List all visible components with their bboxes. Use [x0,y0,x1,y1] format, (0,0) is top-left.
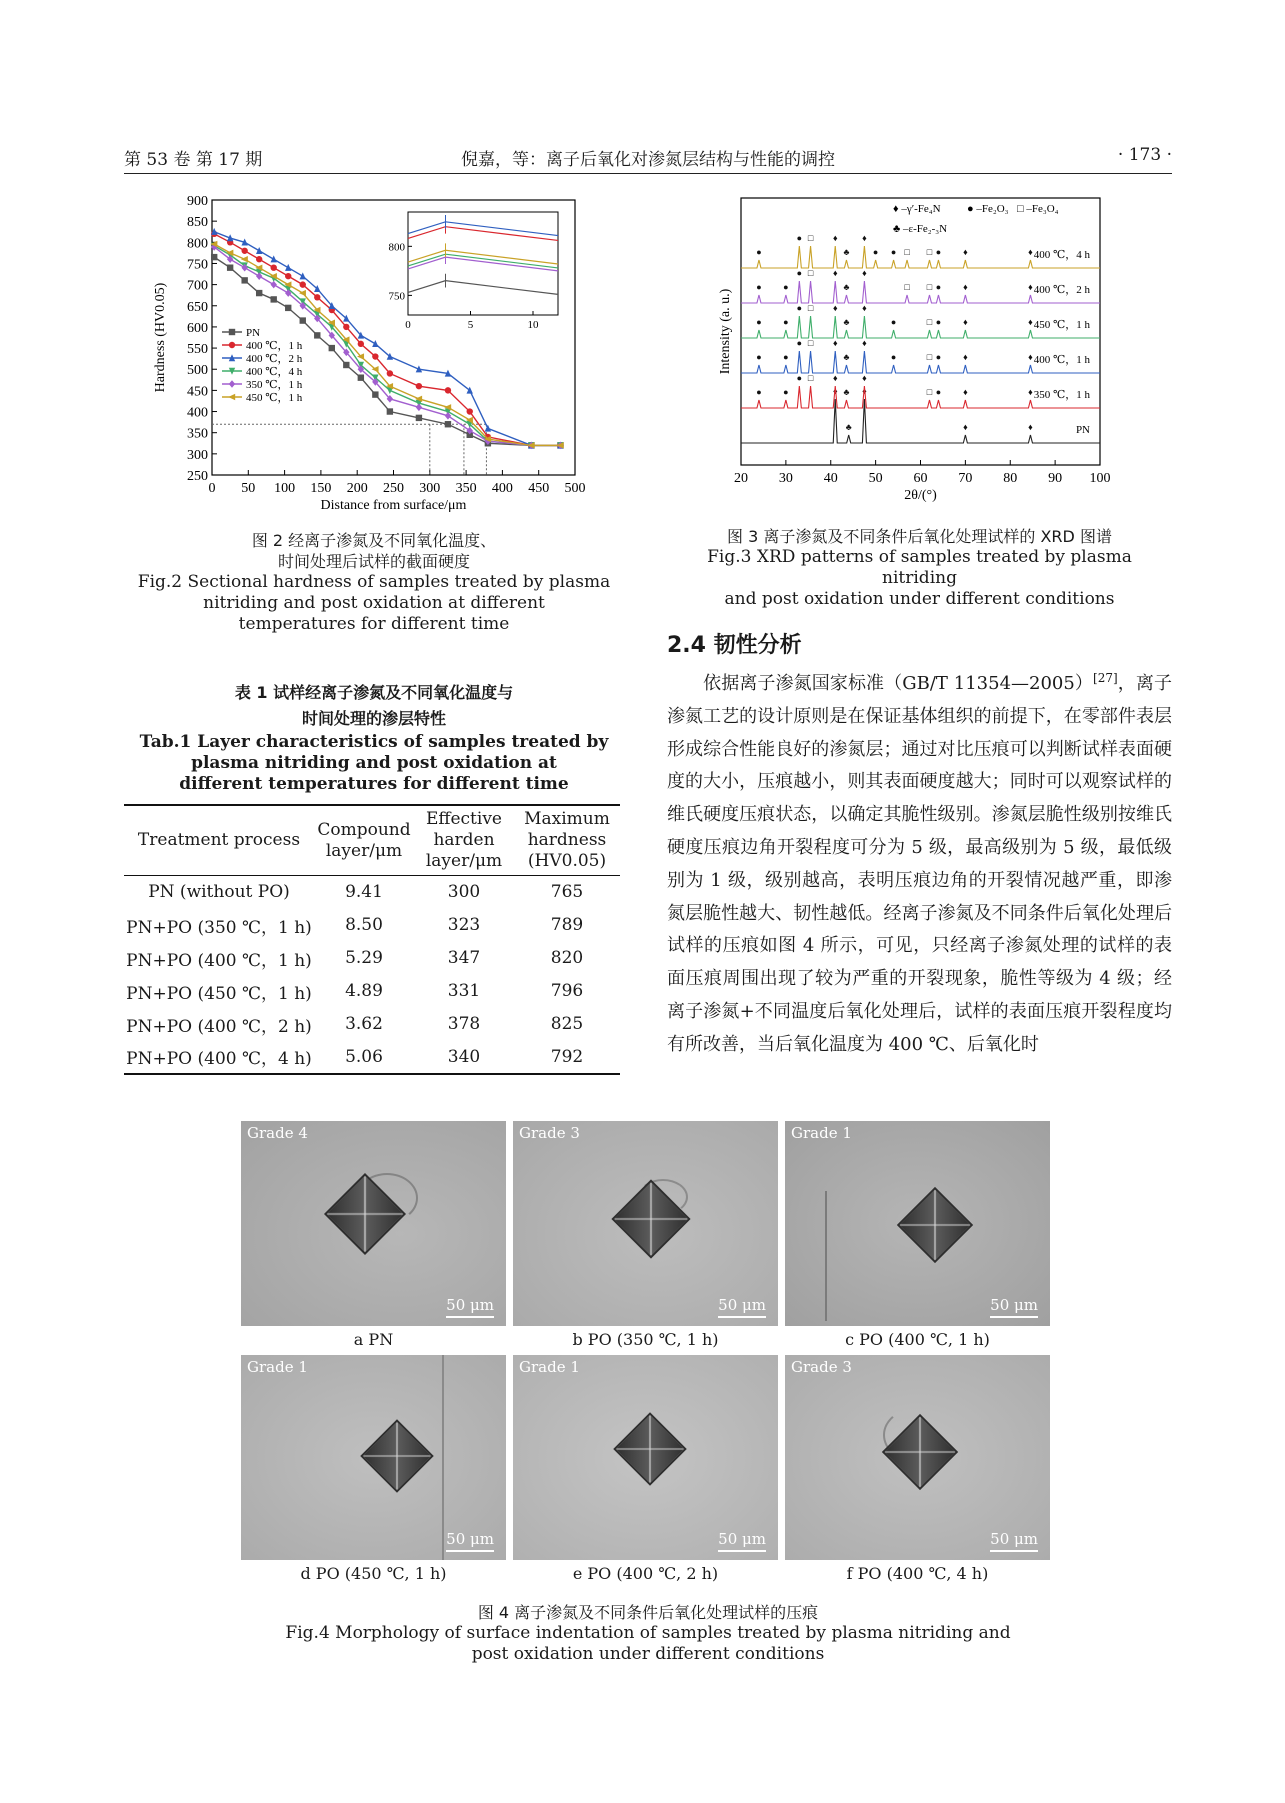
data-point [372,353,378,359]
table-row [124,1008,620,1041]
peak-marker: ♦ [963,387,968,397]
peak-marker: ● [796,303,803,313]
y-axis-label: Intensity (a. u.) [718,288,733,375]
y-tick-label: 300 [187,447,208,463]
xrd-trace-group [741,373,1100,408]
data-point [467,408,473,414]
peak-marker: ♣ [843,317,850,327]
grade-label: Grade 1 [247,1358,308,1376]
x-tick-label: 100 [1089,471,1111,486]
y-tick-label: 500 [187,363,208,379]
xrd-trace-group [741,233,1100,268]
table-row [124,909,620,942]
scale-bar: 50 μm [446,1530,494,1552]
data-point [300,272,306,279]
data-point [300,281,306,287]
data-point [314,332,320,338]
trace-label: 400 ℃，2 h [1033,284,1090,296]
layer-characteristics-table [124,804,620,1075]
peak-marker: ♦ [832,373,838,383]
peak-marker: ♦ [862,373,867,383]
col-header-effective: Effective harden layer/μm [414,805,514,876]
inset-frame [408,212,558,315]
peak-marker: □ [807,373,814,383]
peak-marker: □ [904,247,910,257]
cell-effective: 378 [447,1014,481,1034]
peak-marker: ♦ [963,352,968,362]
running-header [124,141,1172,177]
panel-label-c: c PO (400 ℃, 1 h) [845,1330,990,1349]
y-tick-label: 550 [187,342,208,358]
data-point [241,248,247,254]
peak-marker: ♦ [862,338,867,348]
peak-marker: ● [890,247,897,257]
data-point [256,256,262,262]
journal-volume: 第 53 卷 第 17 期 [124,150,263,170]
peak-marker: ● [796,373,803,383]
x-tick-label: 30 [778,471,793,486]
x-tick-label: 50 [241,481,256,496]
panel-label-d: d PO (450 ℃, 1 h) [300,1564,447,1583]
peak-marker: ♦ [1028,352,1033,362]
fig2-caption-cn-2: 时间处理后试样的截面硬度 [277,552,470,571]
x-tick-label: 20 [734,471,748,486]
xrd-trace [741,399,1100,443]
fig4-caption-cn: 图 4 离子渗氮及不同条件后氧化处理试样的压痕 [477,1603,819,1622]
y-tick-label: 850 [187,215,208,231]
panel-label-f: f PO (400 ℃, 4 h) [846,1564,989,1583]
data-point [241,264,247,272]
xrd-trace-group [741,338,1100,373]
peak-marker: ♦ [1028,282,1033,292]
cell-hardness: 820 [550,948,584,968]
y-tick-label: 400 [187,405,208,421]
x-tick-label: 80 [1003,471,1018,486]
x-axis-label: Distance from surface/μm [320,498,467,513]
fig2-caption-en-1: Fig.2 Sectional hardness of samples treated by plasma [137,572,611,592]
trace-label: PN [1075,424,1090,436]
legend-marker [229,329,235,335]
cell-compound: 9.41 [345,882,383,903]
xrd-trace-group [741,303,1100,338]
data-point [241,277,247,283]
legend-label: 400 ℃，1 h [246,340,303,352]
peak-marker: ● [935,247,942,257]
cell-compound: 4.89 [345,981,383,1001]
fig2-caption [124,530,624,635]
table1-title-en-2: plasma nitriding and post oxidation at [191,753,557,773]
data-point [416,415,422,421]
x-tick-label: 350 [455,481,477,496]
y-tick-label: 350 [187,426,208,442]
cell-treatment: PN+PO (400 ℃，2 h) [126,1016,312,1037]
x-tick-label: 300 [419,481,441,496]
scale-bar: 50 μm [446,1296,494,1318]
peak-marker: ♦ [832,268,838,278]
legend-marker [229,342,235,348]
peak-marker: ♦ [832,338,838,348]
data-point [285,305,291,311]
data-point [387,370,393,376]
peak-marker: ● [872,247,879,257]
data-point [445,421,451,427]
cell-treatment: PN+PO (400 ℃，4 h) [124,1041,314,1074]
data-point [343,362,349,368]
data-point [467,387,473,394]
peak-marker: ♦ [963,317,968,327]
peak-marker: ● [796,338,803,348]
data-point [211,254,217,260]
panel-label-e: e PO (400 ℃, 2 h) [572,1564,719,1583]
peak-marker: ♦ [963,422,968,432]
peak-marker: ♦ [1028,387,1033,397]
peak-marker: ● [935,387,942,397]
fig4-caption-en-1: Fig.4 Morphology of surface indentation of samples treated by plasma nitriding and [285,1623,1011,1643]
data-point [285,264,291,271]
body-text-b: ，离子渗氮工艺的设计原则是在保证基体组织的前提下，在零部件表层形成综合性能良好的渗氮层；通过对比压痕可以判断试样表面硬度的大小，压痕越小，则其表面硬度越大；同时可以观察试样的维氏硬度压痕状态，以确定其脆性级别。渗氮层脆性级别按维氏硬度压痕边角开裂程度可分为 5 级，最高级别为 5 级，最低级别为 1 级，级别越高，表明压痕边角的开裂情况越严重，即渗氮层脆性越大、韧性越低。经离子渗氮及不同条件后氧化处理后试样的压痕如图 4 所示，可见，只经离子渗氮处理的试样的表面压痕周围出现了较为严重的开裂现象，脆性等级为 4 级；经离子渗氮+不同温度后氧化处理后，试样的表面压痕开裂程度均有所改善，当后氧化温度为 400 ℃、后氧化时 [667,673,1173,1055]
data-point [416,404,422,412]
cell-treatment: PN+PO (450 ℃，1 h) [126,983,312,1004]
cell-hardness: 796 [550,981,584,1001]
scratch-line [442,1355,444,1560]
indent-photo-b [513,1121,778,1326]
x-tick-label: 50 [868,471,883,486]
data-point [372,340,378,347]
fig3-caption-cn: 图 3 离子渗氮及不同条件后氧化处理试样的 XRD 图谱 [727,527,1112,546]
legend-marker [228,394,235,400]
y-tick-label: 700 [187,278,208,294]
peak-marker: ● [756,352,762,362]
inset-x-tick-label: 5 [467,319,474,331]
cell-effective: 340 [414,1041,514,1074]
grade-label: Grade 3 [519,1124,580,1142]
cell-compound: 5.29 [345,948,383,968]
xrd-chart [705,192,1125,524]
peak-marker: ♦ [832,386,838,396]
data-point [358,341,364,347]
data-point [256,247,262,254]
x-tick-label: 250 [383,481,404,496]
peak-marker: ● [935,282,942,292]
cell-treatment: PN (without PO) [148,882,290,903]
data-point [300,317,306,323]
inset-x-tick-label: 0 [405,319,411,331]
indent-photo-c [785,1121,1050,1326]
peak-marker: ● [935,317,942,327]
peak-marker: ♦ [832,233,838,243]
trace-label: 450 ℃，1 h [1033,319,1090,331]
scale-bar: 50 μm [990,1296,1038,1318]
plot-frame [741,198,1100,465]
peak-marker: ♦ [862,386,867,396]
peak-marker: □ [926,387,933,397]
cell-effective: 347 [447,948,481,968]
fig3-caption-en-1: Fig.3 XRD patterns of samples treated by plasma nitriding [707,547,1132,588]
panel-label-b: b PO (350 ℃, 1 h) [572,1330,719,1349]
peak-marker: ♦ [1028,422,1033,432]
cell-effective: 323 [447,915,481,935]
y-tick-label: 650 [187,299,208,315]
data-point [271,281,277,289]
fig3-caption-en-2: and post oxidation under different conditions [724,589,1115,609]
legend-label: □ –Fe₃O₄ [1017,203,1059,215]
x-tick-label: 100 [274,481,296,496]
x-tick-label: 40 [823,471,838,486]
cell-hardness: 792 [514,1041,620,1074]
y-tick-label: 900 [187,194,208,209]
table-row [124,1041,620,1074]
x-tick-label: 450 [528,481,550,496]
data-point [227,264,233,270]
data-point [387,408,393,414]
peak-marker: ♦ [832,303,838,313]
indent-photo-a [241,1121,506,1326]
data-point [358,374,364,380]
y-axis-label: Hardness (HV0.05) [153,282,168,393]
data-point [285,273,291,279]
x-tick-label: 150 [310,481,332,496]
scratch-line [825,1191,827,1321]
data-point [241,256,248,262]
data-point [445,387,451,393]
cell-hardness: 825 [550,1014,584,1034]
legend-label: ♦ –γ′-Fe₄N [893,203,941,215]
table1-title-en-3: different temperatures for different time [179,774,569,794]
peak-marker: □ [926,352,933,362]
fig4-caption [124,1602,1172,1665]
peak-marker: ● [783,317,789,327]
data-point [271,264,277,270]
peak-marker: ● [796,268,803,278]
peak-marker: ♦ [1028,247,1033,257]
legend-label: 400 ℃，4 h [246,366,303,378]
data-point [485,425,491,432]
grade-label: Grade 3 [791,1358,852,1376]
legend-label: ● –Fe₂O₃ [967,203,1009,215]
table-row [124,876,620,909]
hardness-chart [150,192,600,524]
peak-marker: ● [935,352,942,362]
data-point [329,345,335,351]
data-point [256,290,262,296]
peak-marker: ● [756,247,762,257]
legend-marker [229,380,235,388]
grade-label: Grade 1 [519,1358,580,1376]
section-heading: 2.4 韧性分析 [667,633,802,658]
table-row [124,942,620,975]
trace-label: 350 ℃，1 h [1033,389,1090,401]
panel-label-a: a PN [353,1330,394,1349]
col-header-compound: Compound layer/μm [314,805,414,876]
cell-treatment: PN+PO (350 ℃，1 h) [126,917,312,938]
indent-photo-d [241,1355,506,1560]
peak-marker: ♦ [963,247,968,257]
peak-marker: □ [807,233,814,243]
trace-label: 400 ℃，1 h [1033,354,1090,366]
peak-marker: ♣ [843,387,850,397]
body-paragraph [667,668,1172,1062]
scale-bar: 50 μm [990,1530,1038,1552]
peak-marker: ● [796,233,803,243]
peak-marker: ♣ [845,422,852,432]
reference-citation: [27] [1093,671,1118,685]
data-point [372,391,378,397]
scale-bar: 50 μm [718,1530,766,1552]
body-text-a: 依据离子渗氮国家标准（GB/T 11354—2005） [703,673,1094,694]
y-tick-label: 250 [187,469,208,484]
fig2-caption-cn-1: 图 2 经离子渗氮及不同氧化温度、 [251,531,497,550]
legend-label: 450 ℃，1 h [246,392,303,404]
peak-marker: □ [926,247,933,257]
peak-marker: ♣ [843,352,850,362]
fig2-caption-en-2: nitriding and post oxidation at different [203,593,545,613]
cell-hardness: 765 [550,882,584,903]
peak-marker: □ [807,338,814,348]
peak-marker: ● [756,282,762,292]
trace-label: 400 ℃，4 h [1033,249,1090,261]
peak-marker: □ [807,303,814,313]
y-tick-label: 800 [187,236,208,252]
peak-marker: ● [890,352,897,362]
data-point [416,383,422,389]
peak-marker: ♦ [1028,317,1033,327]
cell-compound: 5.06 [314,1041,414,1074]
peak-marker: ● [756,317,762,327]
peak-marker: ♣ [843,282,850,292]
peak-marker: □ [807,268,814,278]
grade-label: Grade 4 [247,1124,308,1142]
peak-marker: ● [783,282,789,292]
x-tick-label: 90 [1048,471,1063,486]
fig2-caption-en-3: temperatures for different time [238,614,510,634]
x-tick-label: 0 [208,481,216,496]
peak-marker: □ [926,282,933,292]
table1-title-cn-2: 时间处理的渗层特性 [301,709,446,728]
legend-label: ♣ –ε-Fe₂-₃N [893,223,948,235]
x-tick-label: 200 [346,481,368,496]
table1-title-cn-1: 表 1 试样经离子渗氮及不同氧化温度与 [234,683,514,702]
col-header-max-hardness: Maximum hardness (HV0.05) [514,805,620,876]
col-header-treatment: Treatment process [124,805,314,876]
header-rule [124,173,1172,174]
peak-marker: ● [783,387,789,397]
cell-effective: 331 [447,981,481,1001]
grade-label: Grade 1 [791,1124,852,1142]
inset-y-tick-label: 750 [388,290,405,303]
inset-x-tick-label: 10 [527,319,539,331]
x-axis-label: 2θ/(°) [904,488,937,503]
data-point [314,294,320,300]
table-header-row [124,805,620,876]
peak-marker: ● [783,352,789,362]
cell-treatment: PN+PO (400 ℃，1 h) [126,950,312,971]
cell-compound: 3.62 [345,1014,383,1034]
x-tick-label: 400 [491,481,513,496]
peak-marker: ♦ [963,282,968,292]
inset-y-tick-label: 800 [388,241,405,254]
xrd-trace-group [741,268,1100,303]
legend-label: 400 ℃，2 h [246,353,303,365]
x-tick-label: 500 [564,481,586,496]
data-point [343,324,349,330]
peak-marker: ♦ [862,233,867,243]
peak-marker: ● [890,317,897,327]
table-row [124,975,620,1008]
y-tick-label: 450 [187,384,208,400]
cell-hardness: 789 [550,915,584,935]
x-tick-label: 70 [958,471,973,486]
legend-label: PN [246,327,261,339]
x-tick-label: 60 [913,471,928,486]
data-point [271,255,277,262]
fig3-caption [667,526,1172,610]
scale-bar: 50 μm [718,1296,766,1318]
page-number: · 173 · [1117,145,1172,165]
peak-marker: ♦ [862,268,867,278]
cell-effective: 300 [447,882,481,903]
table1-title [124,680,624,795]
peak-marker: □ [904,282,910,292]
article-running-title: 倪嘉，等：离子后氧化对渗氮层结构与性能的调控 [461,150,835,170]
peak-marker: ♦ [862,303,867,313]
legend-label: 350 ℃，1 h [246,379,303,391]
y-tick-label: 600 [187,320,208,336]
y-tick-label: 750 [187,257,208,273]
data-point [271,296,277,302]
cell-compound: 8.50 [345,915,383,935]
peak-marker: ● [756,387,762,397]
peak-marker: □ [926,317,933,327]
table1-title-en-1: Tab.1 Layer characteristics of samples treated by [139,732,609,752]
peak-marker: ♣ [843,247,850,257]
indent-photo-e [513,1355,778,1560]
indent-photo-f [785,1355,1050,1560]
fig4-caption-en-2: post oxidation under different conditions [471,1644,825,1664]
